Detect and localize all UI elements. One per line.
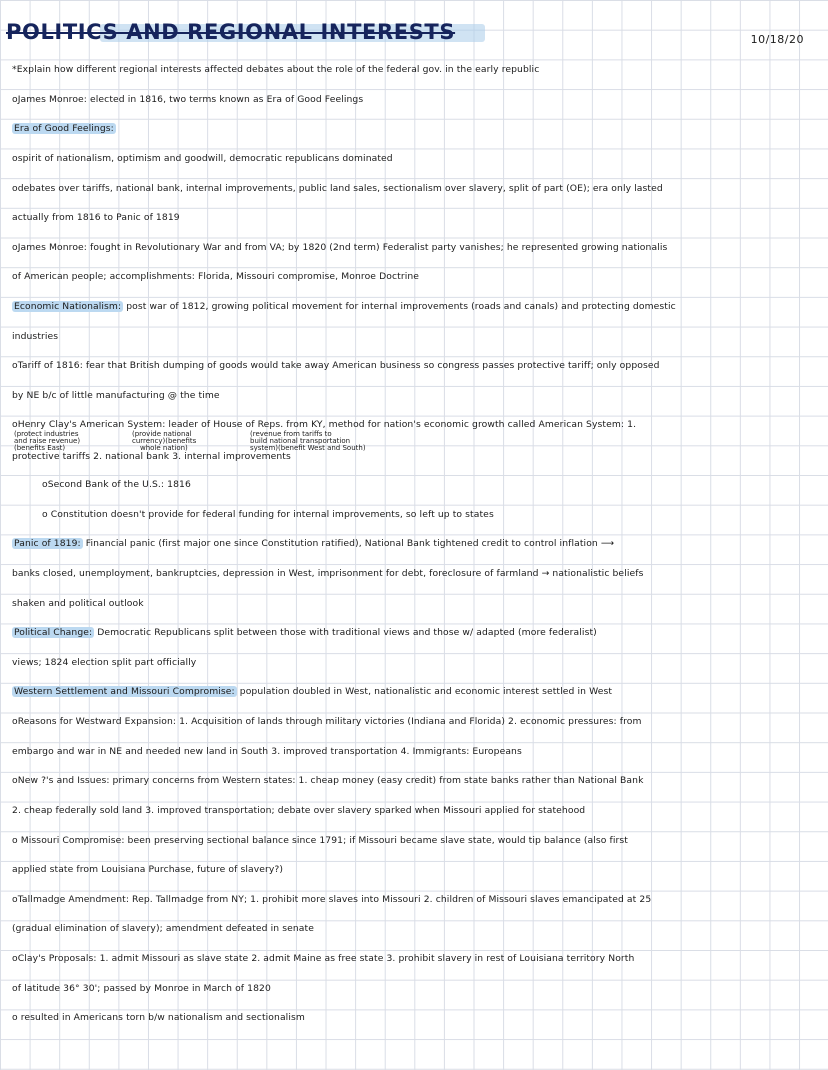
- note-line: oNew ?'s and Issues: primary concerns from Western states: 1. cheap money (easy credit) from state banks rather than National Bank: [12, 775, 644, 786]
- note-line: 2. cheap federally sold land 3. improved transportation; debate over slavery sparked when Missouri applied for statehood: [12, 805, 586, 816]
- annotation: build national transportation: [250, 437, 351, 445]
- note-line: *Explain how different regional interests affected debates about the role of the federal gov. in the early republic: [12, 64, 540, 75]
- note-line: [12, 300, 676, 314]
- note-line: of American people; accomplishments: Florida, Missouri compromise, Monroe Doctrine: [12, 271, 420, 282]
- note-line: industries: [12, 331, 59, 342]
- annotation: system)(benefit West and South): [250, 444, 366, 452]
- annotation: currency)(benefits: [132, 437, 197, 445]
- note-line: o Constitution doesn't provide for federal funding for internal improvements, so left up to states: [42, 509, 494, 520]
- heading-text: Western Settlement and Missouri Compromise:: [14, 686, 235, 697]
- note-line: [12, 626, 597, 640]
- heading-text: Political Change:: [14, 627, 93, 638]
- note-line: oHenry Clay's American System: leader of House of Reps. from KY, method for nation's economic growth called American System: 1.: [12, 419, 637, 430]
- page-title: POLITICS AND REGIONAL INTERESTS: [6, 20, 456, 44]
- note-line: oReasons for Westward Expansion: 1. Acquisition of lands through military victories (Indiana and Florida) 2. economic pressures: from: [12, 716, 642, 727]
- note-line: by NE b/c of little manufacturing @ the time: [12, 390, 220, 401]
- note-line: oTariff of 1816: fear that British dumping of goods would take away American business so congress passes protective tariff; only opposed: [12, 360, 660, 371]
- note-line: o Missouri Compromise: been preserving sectional balance since 1791; if Missouri became slave state, would tip balance (also first: [12, 835, 628, 846]
- note-line: [12, 537, 614, 551]
- heading-body: Financial panic (first major one since Constitution ratified), National Bank tightened credit to control inflation ⟶: [82, 538, 615, 549]
- annotation: (revenue from tariffs to: [250, 430, 332, 438]
- note-line: (gradual elimination of slavery); amendment defeated in senate: [12, 923, 314, 934]
- note-line: oJames Monroe: fought in Revolutionary War and from VA; by 1820 (2nd term) Federalist party vanishes; he represented growing nationalis: [12, 242, 668, 253]
- note-line: oJames Monroe: elected in 1816, two terms known as Era of Good Feelings: [12, 94, 364, 105]
- note-line: ospirit of nationalism, optimism and goodwill, democratic republicans dominated: [12, 153, 393, 164]
- annotation: (protect industries: [14, 430, 79, 438]
- heading-text: Economic Nationalism:: [14, 301, 122, 312]
- note-line: [12, 685, 612, 699]
- heading-text: Panic of 1819:: [14, 538, 81, 549]
- section-heading: [12, 122, 116, 136]
- note-line: oSecond Bank of the U.S.: 1816: [42, 479, 191, 490]
- note-date: 10/18/20: [750, 33, 804, 46]
- note-line: actually from 1816 to Panic of 1819: [12, 212, 180, 223]
- note-line: shaken and political outlook: [12, 598, 144, 609]
- note-line: banks closed, unemployment, bankruptcies, depression in West, imprisonment for debt, foreclosure of farmland → nationalistic beliefs: [12, 568, 644, 579]
- note-line: embargo and war in NE and needed new land in South 3. improved transportation 4. Immigrants: Europeans: [12, 746, 522, 757]
- annotation: (provide national: [132, 430, 192, 438]
- note-line: oTallmadge Amendment: Rep. Tallmadge from NY; 1. prohibit more slaves into Missouri 2. children of Missouri slaves emancipated at 25: [12, 894, 652, 905]
- heading-body: Democratic Republicans split between those with traditional views and those w/ adapted (more federalist): [94, 627, 597, 638]
- note-line: odebates over tariffs, national bank, internal improvements, public land sales, sectionalism over slavery, split of part (OE); era only lasted: [12, 183, 663, 194]
- note-line: protective tariffs 2. national bank 3. internal improvements: [12, 451, 291, 462]
- note-line: o resulted in Americans torn b/w nationalism and sectionalism: [12, 1012, 305, 1023]
- note-line: oClay's Proposals: 1. admit Missouri as slave state 2. admit Maine as free state 3. prohibit slavery in rest of Louisiana territory North: [12, 953, 635, 964]
- note-line: of latitude 36° 30'; passed by Monroe in March of 1820: [12, 983, 271, 994]
- heading-body: population doubled in West, nationalistic and economic interest settled in West: [236, 686, 613, 697]
- annotation: whole nation): [140, 444, 188, 452]
- annotation: and raise revenue): [14, 437, 81, 445]
- heading-text: Era of Good Feelings:: [14, 123, 114, 134]
- note-line: applied state from Louisiana Purchase, future of slavery?): [12, 864, 284, 875]
- note-line: views; 1824 election split part officially: [12, 657, 197, 668]
- heading-body: post war of 1812, growing political movement for internal improvements (roads and canals) and protecting domestic: [123, 301, 676, 312]
- annotation: (benefits East): [14, 444, 66, 452]
